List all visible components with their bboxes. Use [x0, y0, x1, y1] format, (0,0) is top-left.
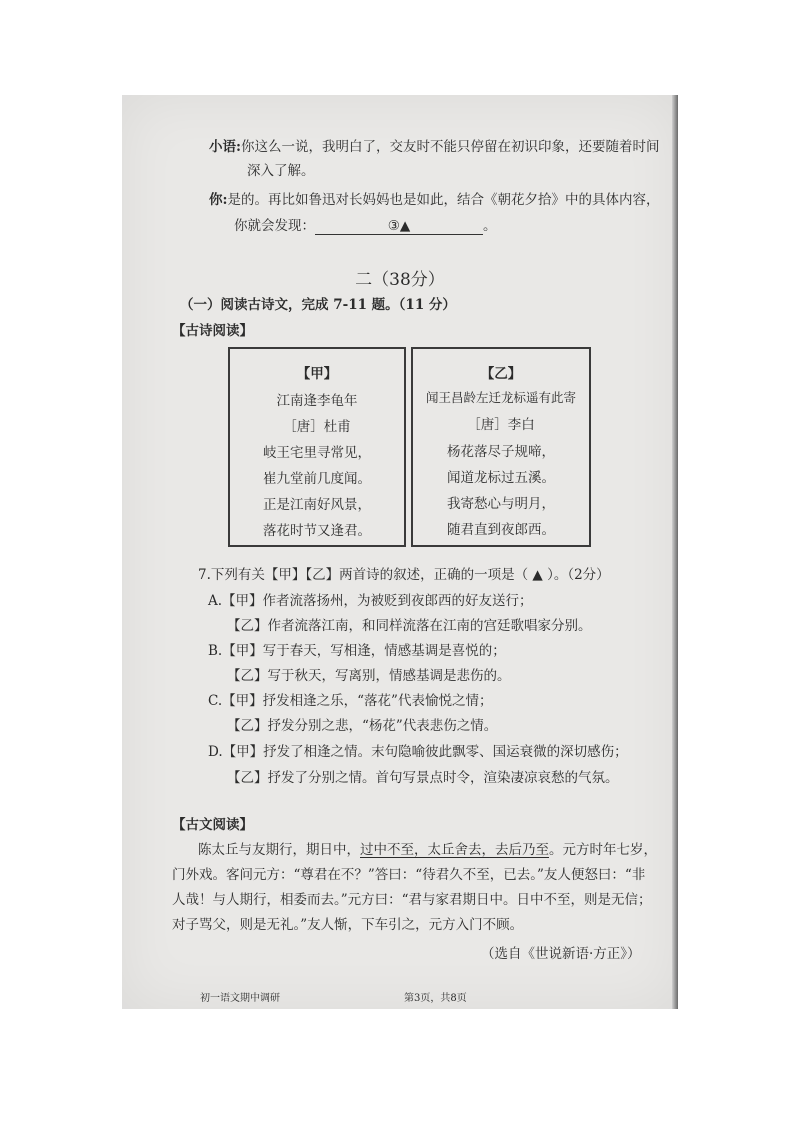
exam-page — [122, 95, 678, 1009]
classical-line-1 — [198, 844, 657, 858]
xiaoyu-line-1 — [209, 141, 659, 155]
poem-jia-line-3: 正是江南好风景， — [263, 497, 371, 513]
classical-line-2: 门外戏。客问元方：“尊君在不？”答曰：“待君久不至，已去。”友人便怒曰：“非 — [172, 867, 646, 883]
poem-jia-line-2: 崔九堂前几度闻。 — [263, 471, 371, 487]
xiaoyu-text-1: 你这么一说，我明白了，交友时不能只停留在初识印象，还要随着时间 — [240, 139, 660, 155]
poem-yi-line-2: 闻道龙标过五溪。 — [447, 470, 555, 486]
section-2-title: 二（38分） — [355, 270, 445, 290]
classical-source: （选自《世说新语·方正》） — [481, 946, 641, 962]
classical-underlined-sentence: 过中不至，太丘舍去，去后乃至 — [360, 842, 549, 858]
option-a-line-1[interactable]: A.【甲】作者流落扬州，为被贬到夜郎西的好友送行； — [208, 593, 533, 609]
classical-line-3: 人哉！与人期行，相委而去。”元方曰：“君与家君期日中。日中不至，则是无信； — [172, 892, 652, 908]
page-edge-shadow — [672, 95, 678, 1009]
poem-yi-line-1: 杨花落尽子规啼， — [447, 444, 555, 460]
poem-jia-author: ［唐］杜甫 — [283, 419, 351, 435]
question-7-stem: 7.下列有关【甲】【乙】两首诗的叙述，正确的一项是（ ▲ ）。（2分） — [198, 567, 610, 583]
option-d-line-2: 【乙】抒发了分别之情。首句写景点时令，渲染凄凉哀愁的气氛。 — [227, 770, 619, 786]
option-a-line-2: 【乙】作者流落江南，和同样流落在江南的宫廷歌唱家分别。 — [227, 618, 592, 634]
classical-reading-heading: 【古文阅读】 — [172, 817, 253, 833]
classical-line-4: 对子骂父，则是无礼。”友人惭，下车引之，元方入门不顾。 — [172, 917, 524, 933]
ni-line-2 — [234, 220, 497, 235]
poem-yi-author: ［唐］李白 — [467, 417, 535, 433]
footer-page-number: 第3页，共8页 — [404, 993, 467, 1004]
poem-reading-heading: 【古诗阅读】 — [172, 323, 253, 339]
poem-yi-line-4: 随君直到夜郎西。 — [447, 522, 555, 538]
classical-line-1-start: 陈太丘与友期行，期日中， — [198, 842, 360, 858]
xiaoyu-text-2: 深入了解。 — [247, 163, 315, 179]
poem-yi-title: 闻王昌龄左迁龙标遥有此寄 — [425, 390, 576, 405]
classical-line-1-end: 。元方时年七岁， — [549, 842, 657, 858]
ni-text-2-suffix: 。 — [483, 218, 497, 234]
poem-jia-tag: 【甲】 — [296, 366, 338, 382]
ni-text-1: 是的。再比如鲁迅对长妈妈也是如此，结合《朝花夕拾》中的具体内容， — [227, 192, 660, 208]
footer-exam-name: 初一语文期中调研 — [200, 993, 280, 1004]
option-c-line-2: 【乙】抒发分别之悲，“杨花”代表悲伤之情。 — [227, 718, 498, 734]
xiaoyu-label: 小语: — [209, 139, 241, 155]
answer-blank-3[interactable]: ③▲ — [315, 220, 483, 235]
poem-jia-line-4: 落花时节又逢君。 — [263, 523, 371, 539]
option-b-line-2: 【乙】写于秋天，写离别，情感基调是悲伤的。 — [227, 668, 511, 684]
option-d-line-1[interactable]: D.【甲】抒发了相逢之情。末句隐喻彼此飘零、国运衰微的深切感伤； — [208, 744, 628, 760]
poem-jia-box — [228, 347, 406, 547]
section-2-subtitle: （一）阅读古诗文，完成 7-11 题。（11 分） — [180, 297, 456, 313]
poem-jia-title: 江南逢李龟年 — [276, 393, 358, 409]
option-c-line-1[interactable]: C.【甲】抒发相逢之乐，“落花”代表愉悦之情； — [208, 693, 493, 709]
poem-yi-box — [411, 347, 591, 547]
poem-jia-line-1: 岐王宅里寻常见， — [263, 445, 371, 461]
ni-text-2-prefix: 你就会发现： — [234, 218, 315, 234]
ni-label: 你: — [209, 192, 228, 208]
poem-yi-tag: 【乙】 — [480, 366, 522, 382]
poem-yi-line-3: 我寄愁心与明月， — [447, 496, 555, 512]
ni-line-1 — [209, 194, 659, 208]
option-b-line-1[interactable]: B.【甲】写于春天，写相逢，情感基调是喜悦的； — [208, 643, 506, 659]
